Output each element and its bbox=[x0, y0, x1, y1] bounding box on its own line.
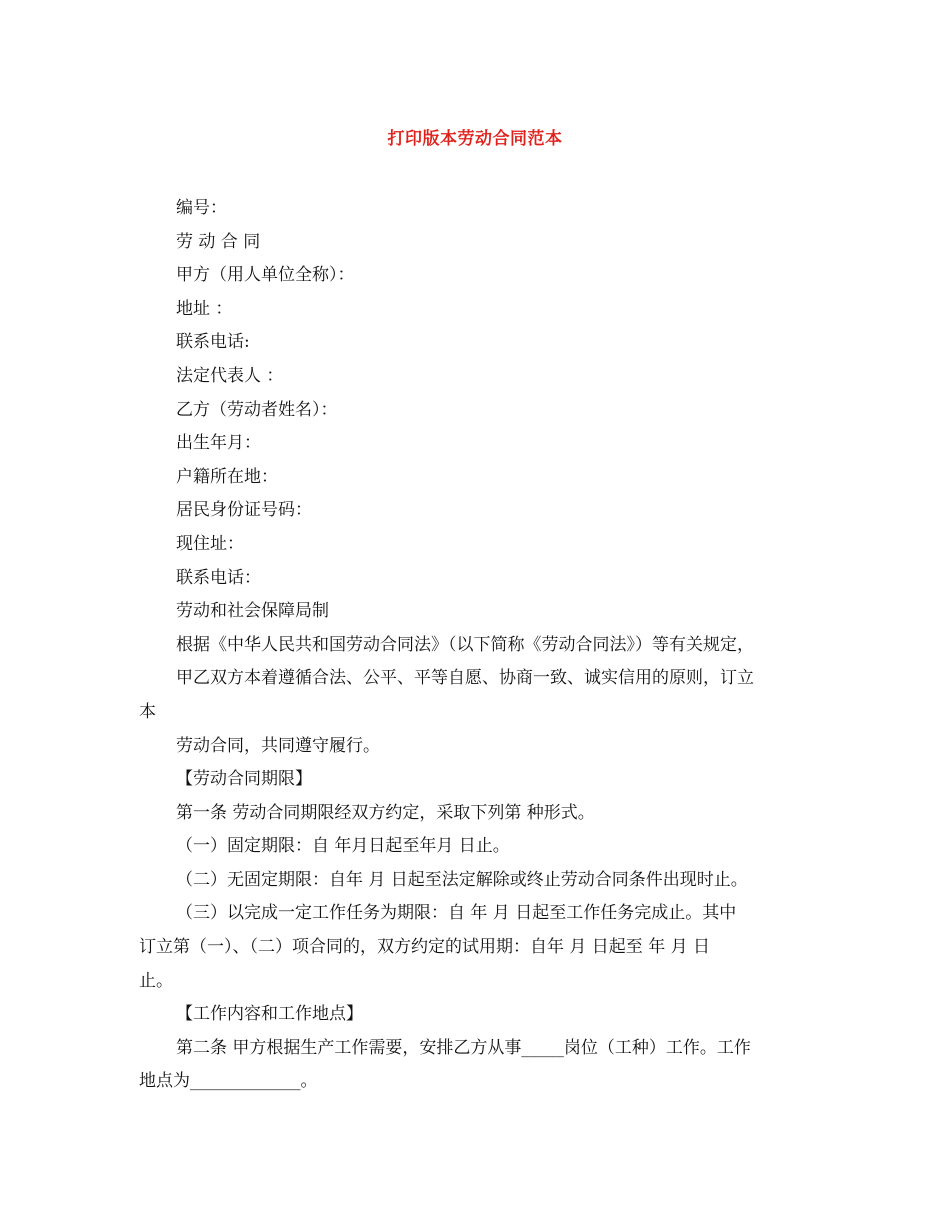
field-birth-date: 出生年月： bbox=[176, 433, 261, 454]
article-1-item-3-cont: 订立第（一）、（二）项合同的，双方约定的试用期：自年 月 日起至 年 月 日 bbox=[139, 937, 711, 958]
document-title: 打印版本劳动合同范本 bbox=[387, 129, 563, 149]
field-party-a-name: 甲方（用人单位全称）： bbox=[176, 265, 355, 286]
field-legal-representative: 法定代表人 ： bbox=[176, 365, 284, 386]
field-current-address: 现住址： bbox=[176, 533, 244, 554]
preamble-line-2: 甲乙双方本着遵循合法、公平、平等自愿、协商一致、诚实信用的原则，订立 bbox=[176, 668, 754, 689]
article-1-item-1: （一）固定期限：自 年月日起至年月 日止。 bbox=[176, 836, 510, 857]
article-2-cont: 地点为_____________。 bbox=[139, 1071, 318, 1092]
preamble-line-4: 劳动合同，共同遵守履行。 bbox=[176, 735, 380, 756]
article-1-item-2: （二）无固定期限：自年 月 日起至法定解除或终止劳动合同条件出现时止。 bbox=[176, 869, 748, 890]
article-2: 第二条 甲方根据生产工作需要，安排乙方从事_____岗位（工种）工作。工作 bbox=[176, 1037, 751, 1058]
preamble-line-1: 根据《中华人民共和国劳动合同法》（以下简称《劳动合同法》）等有关规定， bbox=[176, 634, 754, 655]
contract-heading: 劳 动 合 同 bbox=[176, 231, 261, 252]
field-address: 地址 ： bbox=[176, 298, 233, 319]
issuer-line: 劳动和社会保障局制 bbox=[176, 601, 329, 622]
article-1: 第一条 劳动合同期限经双方约定，采取下列第 种形式。 bbox=[176, 802, 595, 823]
document-body bbox=[139, 192, 819, 1099]
article-1-item-3-end: 止。 bbox=[139, 970, 173, 991]
field-serial-number: 编号： bbox=[176, 198, 227, 218]
field-household-registration: 户籍所在地： bbox=[176, 466, 278, 487]
field-phone-b: 联系电话： bbox=[176, 567, 261, 588]
preamble-line-3: 本 bbox=[139, 701, 156, 722]
section-heading-work: 【工作内容和工作地点】 bbox=[176, 1004, 363, 1025]
section-heading-term: 【劳动合同期限】 bbox=[176, 769, 312, 790]
article-1-item-3: （三）以完成一定工作任务为期限：自 年 月 日起至工作任务完成止。其中 bbox=[176, 903, 737, 924]
field-id-number: 居民身份证号码： bbox=[176, 500, 312, 521]
field-phone-a: 联系电话: bbox=[176, 332, 250, 353]
field-party-b-name: 乙方（劳动者姓名）： bbox=[176, 399, 338, 420]
